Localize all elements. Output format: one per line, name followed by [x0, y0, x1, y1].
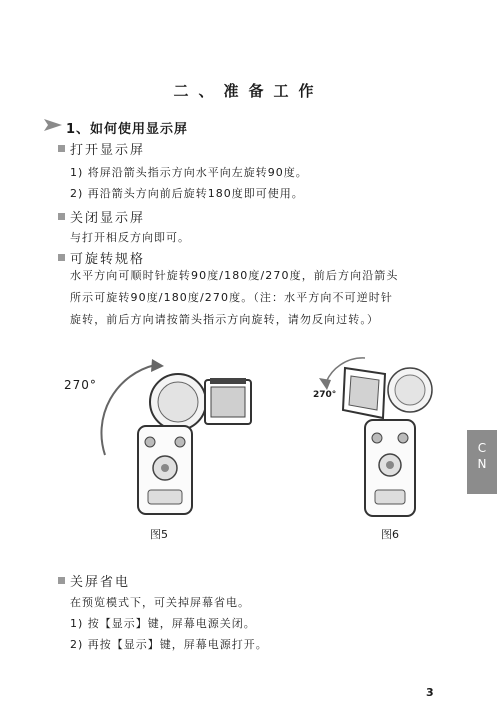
open-step-1: 1) 将屏沿箭头指示方向水平向左旋转90度。	[70, 166, 308, 179]
figure-5-illustration	[60, 350, 260, 520]
language-side-tab	[467, 430, 497, 494]
open-step-2: 2) 再沿箭头方向前后旋转180度即可使用。	[70, 187, 304, 200]
figure-6-angle-label: 270°	[313, 390, 337, 400]
bullet-icon	[58, 254, 65, 261]
rotation-line-3: 旋转，前后方向请按箭头指示方向旋转，请勿反向过转。）	[70, 313, 380, 326]
rotation-line-2: 所示可旋转90度/180度/270度。（注：水平方向不可逆时针	[70, 291, 393, 304]
figure-5-angle-label: 270°	[64, 378, 97, 392]
section-title: 1、如何使用显示屏	[66, 122, 189, 137]
section-arrow-icon	[44, 119, 62, 131]
side-tab-letter-1: C	[477, 441, 487, 455]
rotation-line-1: 水平方向可顺时针旋转90度/180度/270度，前后方向沿箭头	[70, 269, 399, 282]
bullet-icon	[58, 577, 65, 584]
side-tab-letter-2: N	[477, 457, 487, 471]
power-save-step-2: 2) 再按【显示】键，屏幕电源打开。	[70, 638, 268, 651]
subsection-heading-close: 关闭显示屏	[70, 211, 146, 226]
rotation-paragraph	[70, 265, 462, 331]
page-number: 3	[426, 686, 434, 699]
bullet-icon	[58, 145, 65, 152]
power-save-step-1: 1) 按【显示】键，屏幕电源关闭。	[70, 617, 256, 630]
figure-6-illustration	[305, 350, 455, 520]
subsection-heading-power-save: 关屏省电	[70, 575, 131, 590]
close-text: 与打开相反方向即可。	[70, 231, 190, 244]
power-save-intro: 在预览模式下，可关掉屏幕省电。	[70, 596, 250, 609]
subsection-heading-open: 打开显示屏	[70, 143, 146, 158]
figure-6-caption: 图6	[381, 528, 399, 541]
subsection-heading-rotation: 可旋转规格	[70, 252, 146, 267]
figure-5-caption: 图5	[150, 528, 168, 541]
chapter-title: 二、准备工作	[173, 82, 324, 100]
bullet-icon	[58, 213, 65, 220]
